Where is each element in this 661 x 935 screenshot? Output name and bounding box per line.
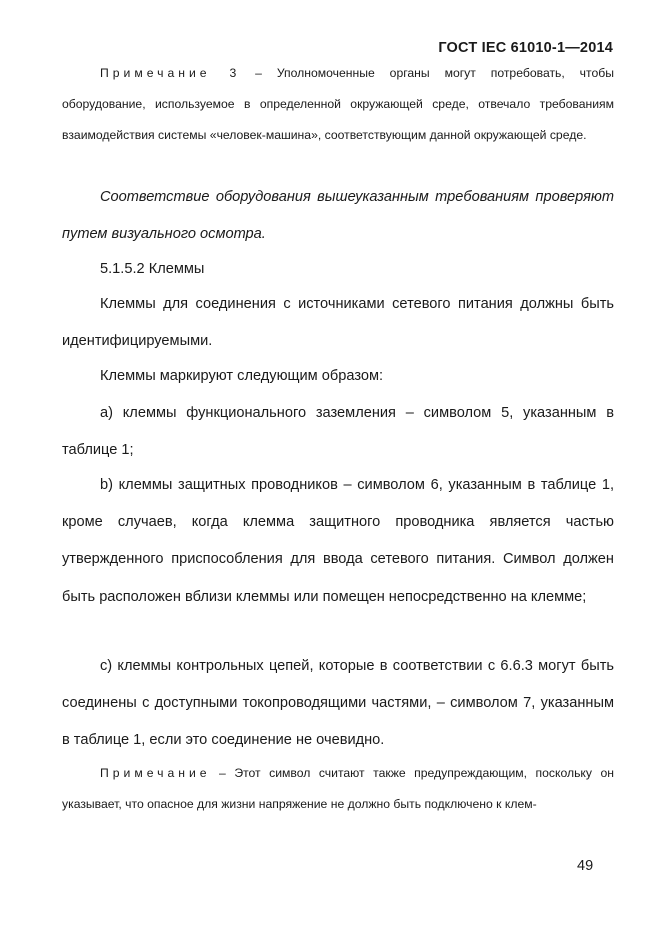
final-note-label: Примечание (100, 766, 211, 780)
paragraph-marking-intro: Клеммы маркируют следующим образом: (100, 368, 384, 384)
note-3-text: – Уполномоченные органы могут потребовать, чтобы оборудование, используемое в определенной окружающей среде, отвечало требованиям взаимодействия системы «человек-машина», соответствующим данной окружающей среде. (62, 66, 614, 142)
document-code: ГОСТ IEC 61010-1—2014 (438, 40, 613, 56)
compliance-statement: Соответствие оборудования вышеуказанным требованиям проверяют путем визуального осмотра. (62, 189, 614, 243)
page-number: 49 (577, 858, 594, 874)
list-item-a: а) клеммы функционального заземления – символом 5, указанным в таблице 1; (62, 405, 614, 459)
note-3-label: Примечание 3 (100, 66, 241, 80)
final-note-text: – Этот символ считают также предупреждающим, поскольку он указывает, что опасное для жизни напряжение не должно быть подключено к клем- (62, 766, 614, 811)
paragraph-terminals-identifiable: Клеммы для соединения с источниками сетевого питания должны быть идентифицируемыми. (62, 296, 614, 350)
section-heading (62, 251, 614, 288)
section-number: 5.1.5.2 (100, 261, 145, 277)
list-item-b: b) клеммы защитных проводников – символом 6, указанным в таблице 1, кроме случаев, когда клемма защитного проводника является частью утвержденного приспособления для ввода сетевого питания. Символ должен быть расположен вблизи клеммы или помещен непосредственно на клемме; (62, 477, 614, 605)
list-item-c: с) клеммы контрольных цепей, которые в соответствии с 6.6.3 могут быть соединены с доступными токопроводящими частями, – символом 7, указанным в таблице 1, если это соединение не очевидно. (62, 658, 614, 749)
final-note (62, 758, 614, 820)
note-3 (62, 58, 614, 151)
section-title: Клеммы (148, 261, 205, 277)
